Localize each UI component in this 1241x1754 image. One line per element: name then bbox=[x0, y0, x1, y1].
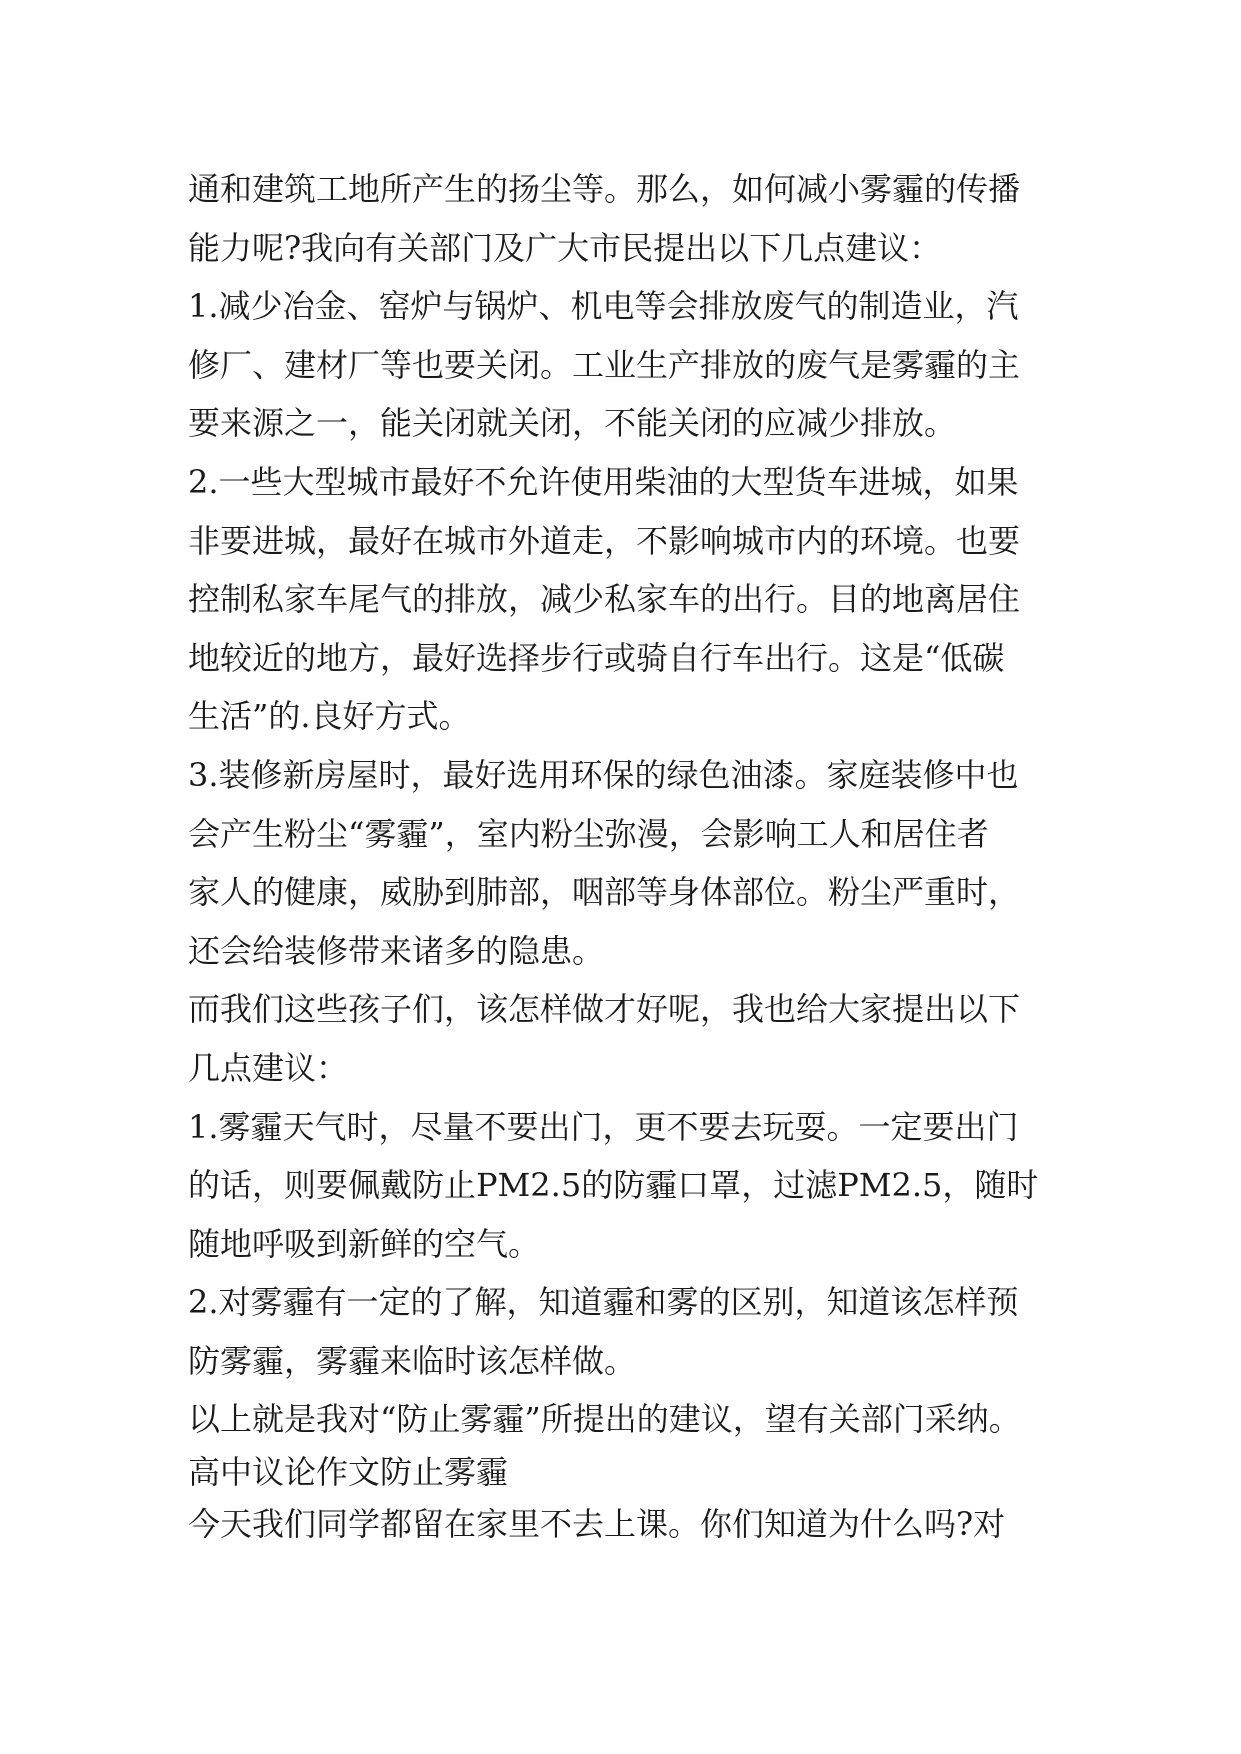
text-line: 今天我们同学都留在家里不去上课。你们知道为什么吗?对 bbox=[188, 1505, 1006, 1544]
text-line: 2.一些大型城市最好不允许使用柴油的大型货车进城，如果 bbox=[188, 462, 1019, 501]
text-line: 几点建议： bbox=[188, 1048, 349, 1087]
text-line: 以上就是我对“防止雾霾”所提出的建议，望有关部门采纳。 bbox=[188, 1400, 1021, 1439]
text-line: 1.雾霾天气时，尽量不要出门，更不要去玩耍。一定要出门 bbox=[188, 1107, 1019, 1146]
text-line: 家人的健康，威胁到肺部，咽部等身体部位。粉尘严重时， bbox=[188, 873, 1021, 912]
body-text bbox=[188, 160, 1068, 1554]
text-line: 3.装修新房屋时，最好选用环保的绿色油漆。家庭装修中也 bbox=[188, 755, 1019, 794]
text-line: 1.减少冶金、窑炉与锅炉、机电等会排放废气的制造业，汽 bbox=[188, 287, 1019, 326]
text-line: 防雾霾，雾霾来临时该怎样做。 bbox=[188, 1341, 637, 1380]
text-line: 2.对雾霾有一定的了解，知道霾和雾的区别，知道该怎样预 bbox=[188, 1283, 1019, 1322]
article-title: 高中议论作文防止雾霾 bbox=[188, 1453, 509, 1492]
text-line: 而我们这些孩子们，该怎样做才好呢，我也给大家提出以下 bbox=[188, 990, 1021, 1029]
text-line: 修厂、建材厂等也要关闭。工业生产排放的废气是雾霾的主 bbox=[188, 345, 1021, 384]
text-line: 随地呼吸到新鲜的空气。 bbox=[188, 1224, 541, 1263]
text-line: 会产生粉尘“雾霾”，室内粉尘弥漫，会影响工人和居住者 bbox=[188, 814, 989, 853]
text-line: 还会给装修带来诸多的隐患。 bbox=[188, 931, 605, 970]
text-line: 控制私家车尾气的排放，减少私家车的出行。目的地离居住 bbox=[188, 580, 1021, 619]
text-line: 要来源之一，能关闭就关闭，不能关闭的应减少排放。 bbox=[188, 404, 957, 443]
text-line: 通和建筑工地所产生的扬尘等。那么，如何减小雾霾的传播 bbox=[188, 170, 1021, 208]
text-line: 地较近的地方，最好选择步行或骑自行车出行。这是“低碳 bbox=[188, 638, 1005, 677]
text-line: 的话，则要佩戴防止PM2.5的防霾口罩，过滤PM2.5，随时 bbox=[188, 1166, 1039, 1205]
text-line: 能力呢?我向有关部门及广大市民提出以下几点建议： bbox=[188, 228, 942, 267]
text-line: 非要进城，最好在城市外道走，不影响城市内的环境。也要 bbox=[188, 521, 1021, 560]
text-line: 生活”的.良好方式。 bbox=[188, 697, 471, 736]
